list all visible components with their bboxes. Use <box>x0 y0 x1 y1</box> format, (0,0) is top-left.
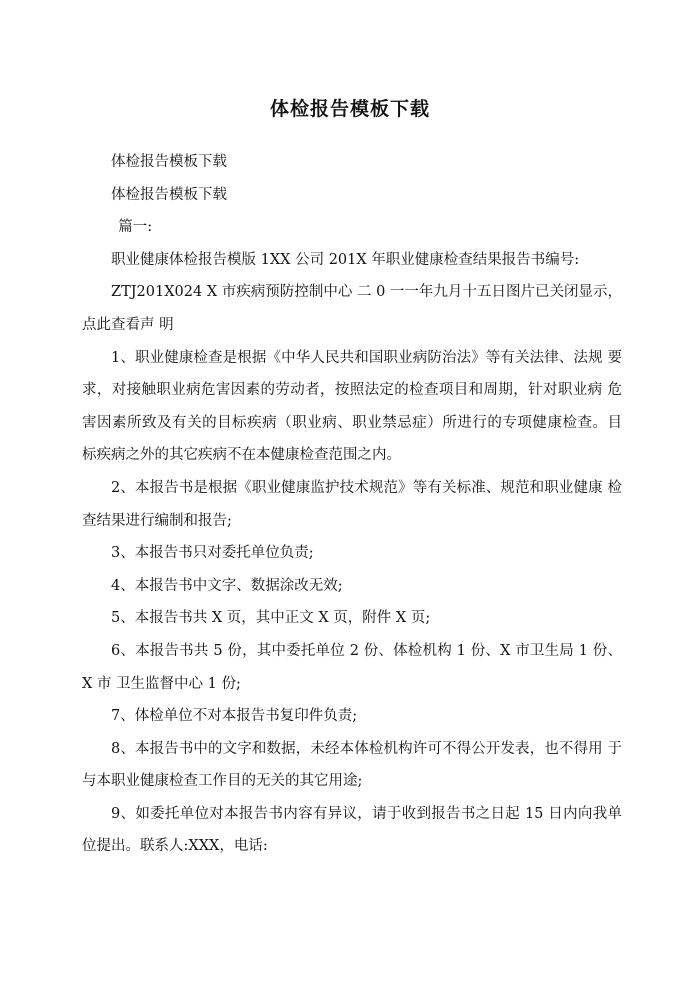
paragraph-item-3: 3、本报告书只对委托单位负责; <box>111 545 314 562</box>
paragraph-report-number: ZTJ201X024 X 市疾病预防控制中心 二 0 一一年九月十五日图片已关闭显示，点此查看声 明 <box>82 284 622 333</box>
paragraph-item-9: 9、如委托单位对本报告书内容有异议，请于收到报告书之日起 15 日内向我单 位提出。联系人:XXX，电话: <box>82 805 622 855</box>
paragraph-section-label: 篇一: <box>118 219 153 236</box>
paragraph-item-1: 1、职业健康检查是根据《中华人民共和国职业病防治法》等有关法律、法规 要求，对接触职业病危害因素的劳动者，按照法定的检查项目和周期，针对职业病 危害因素所致及有关的目标疾病（职业病、职业禁忌症）所进行的专项健康检查。目 标疾病之外的其它疾病不在本健康检查范围之内。 <box>82 349 622 464</box>
paragraph-item-6: 6、本报告书共 5 份，其中委托单位 2 份、体检机构 1 份、X 市卫生局 1 份、X 市 卫生监督中心 1 份; <box>82 642 622 692</box>
paragraph-subtitle-1: 体检报告模板下载 <box>111 154 227 170</box>
document-body <box>82 146 622 863</box>
paragraph-report-header: 职业健康体检报告模版 1XX 公司 201X 年职业健康检查结果报告书编号: <box>111 251 580 268</box>
paragraph-item-5: 5、本报告书共 X 页，其中正文 X 页，附件 X 页; <box>111 610 431 627</box>
paragraph-subtitle-2: 体检报告模板下载 <box>111 186 227 203</box>
paragraph-item-4: 4、本报告书中文字、数据涂改无效; <box>111 577 343 594</box>
paragraph-item-7: 7、体检单位不对本报告书复印件负责; <box>111 708 358 725</box>
document-title: 体检报告模板下载 <box>269 98 430 120</box>
paragraph-item-8: 8、本报告书中的文字和数据，未经本体检机构许可不得公开发表，也不得用 于与本职业健康检查工作目的无关的其它用途; <box>82 740 622 790</box>
paragraph-item-2: 2、本报告书是根据《职业健康监护技术规范》等有关标准、规范和职业健康 检查结果进行编制和报告; <box>82 479 622 529</box>
